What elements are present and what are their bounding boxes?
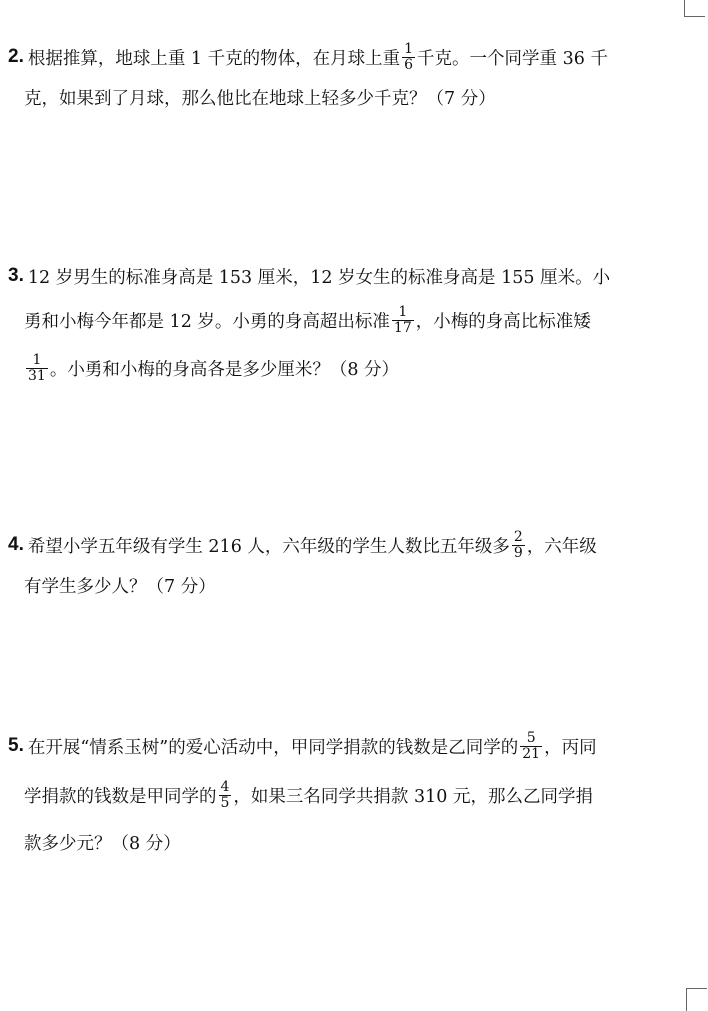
question-line xyxy=(24,77,496,117)
fraction-denominator: 6 xyxy=(404,56,414,73)
question-text: 在开展“情系玉树”的爱心活动中，甲同学捐款的钱数是乙同学的 xyxy=(27,737,519,758)
fraction-numerator: 2 xyxy=(513,528,523,545)
question-text: 。小勇和小梅的身高各是多少厘米？（8 分） xyxy=(49,359,400,380)
corner-mark-bottom-right xyxy=(686,988,707,1011)
fraction xyxy=(219,780,232,811)
fraction-denominator: 9 xyxy=(513,544,523,561)
question-line xyxy=(24,775,593,815)
fraction-numerator: 1 xyxy=(404,40,414,57)
fraction xyxy=(392,305,414,336)
question-text: ，如果三名同学共捐款 310 元，那么乙同学捐 xyxy=(233,786,593,807)
question-line xyxy=(8,525,597,565)
question-text: 千克。一个同学重 36 千 xyxy=(417,48,608,69)
fraction-denominator: 5 xyxy=(220,794,230,811)
question-number: 2. xyxy=(8,46,24,67)
question-line xyxy=(24,348,399,388)
question-text: 克，如果到了月球，那么他比在地球上轻多少千克？（7 分） xyxy=(24,88,496,109)
fraction xyxy=(402,42,415,73)
question-line xyxy=(8,726,597,766)
fraction-denominator: 21 xyxy=(522,745,541,762)
question-line xyxy=(24,565,216,605)
question-line xyxy=(24,300,591,340)
question-line xyxy=(8,256,610,296)
question-text: 款多少元？（8 分） xyxy=(24,833,181,854)
question-text: 学捐款的钱数是甲同学的 xyxy=(24,786,217,807)
corner-mark-top-right xyxy=(684,0,705,17)
fraction-numerator: 4 xyxy=(220,778,230,795)
fraction xyxy=(512,530,525,561)
fraction xyxy=(26,353,48,384)
fraction-numerator: 1 xyxy=(398,303,408,320)
fraction-numerator: 5 xyxy=(526,729,536,746)
fraction-denominator: 31 xyxy=(28,367,46,384)
question-text: 希望小学五年级有学生 216 人，六年级的学生人数比五年级多 xyxy=(27,536,510,557)
question-number: 3. xyxy=(8,265,24,286)
fraction-numerator: 1 xyxy=(32,351,42,368)
question-text: 勇和小梅今年都是 12 岁。小勇的身高超出标准 xyxy=(24,311,390,332)
question-text: 有学生多少人？（7 分） xyxy=(24,576,216,597)
fraction xyxy=(520,731,542,762)
question-number: 5. xyxy=(8,735,24,756)
question-text: 根据推算，地球上重 1 千克的物体，在月球上重 xyxy=(27,48,401,69)
question-text: ，六年级 xyxy=(526,536,597,557)
fraction-denominator: 17 xyxy=(393,319,412,336)
question-line xyxy=(24,822,181,862)
question-line xyxy=(8,37,608,77)
question-text: 12 岁男生的标准身高是 153 厘米，12 岁女生的标准身高是 155 厘米。小 xyxy=(27,267,611,288)
question-number: 4. xyxy=(8,534,24,555)
question-text: ，小梅的身高比标准矮 xyxy=(415,311,591,332)
question-text: ，丙同 xyxy=(544,737,597,758)
